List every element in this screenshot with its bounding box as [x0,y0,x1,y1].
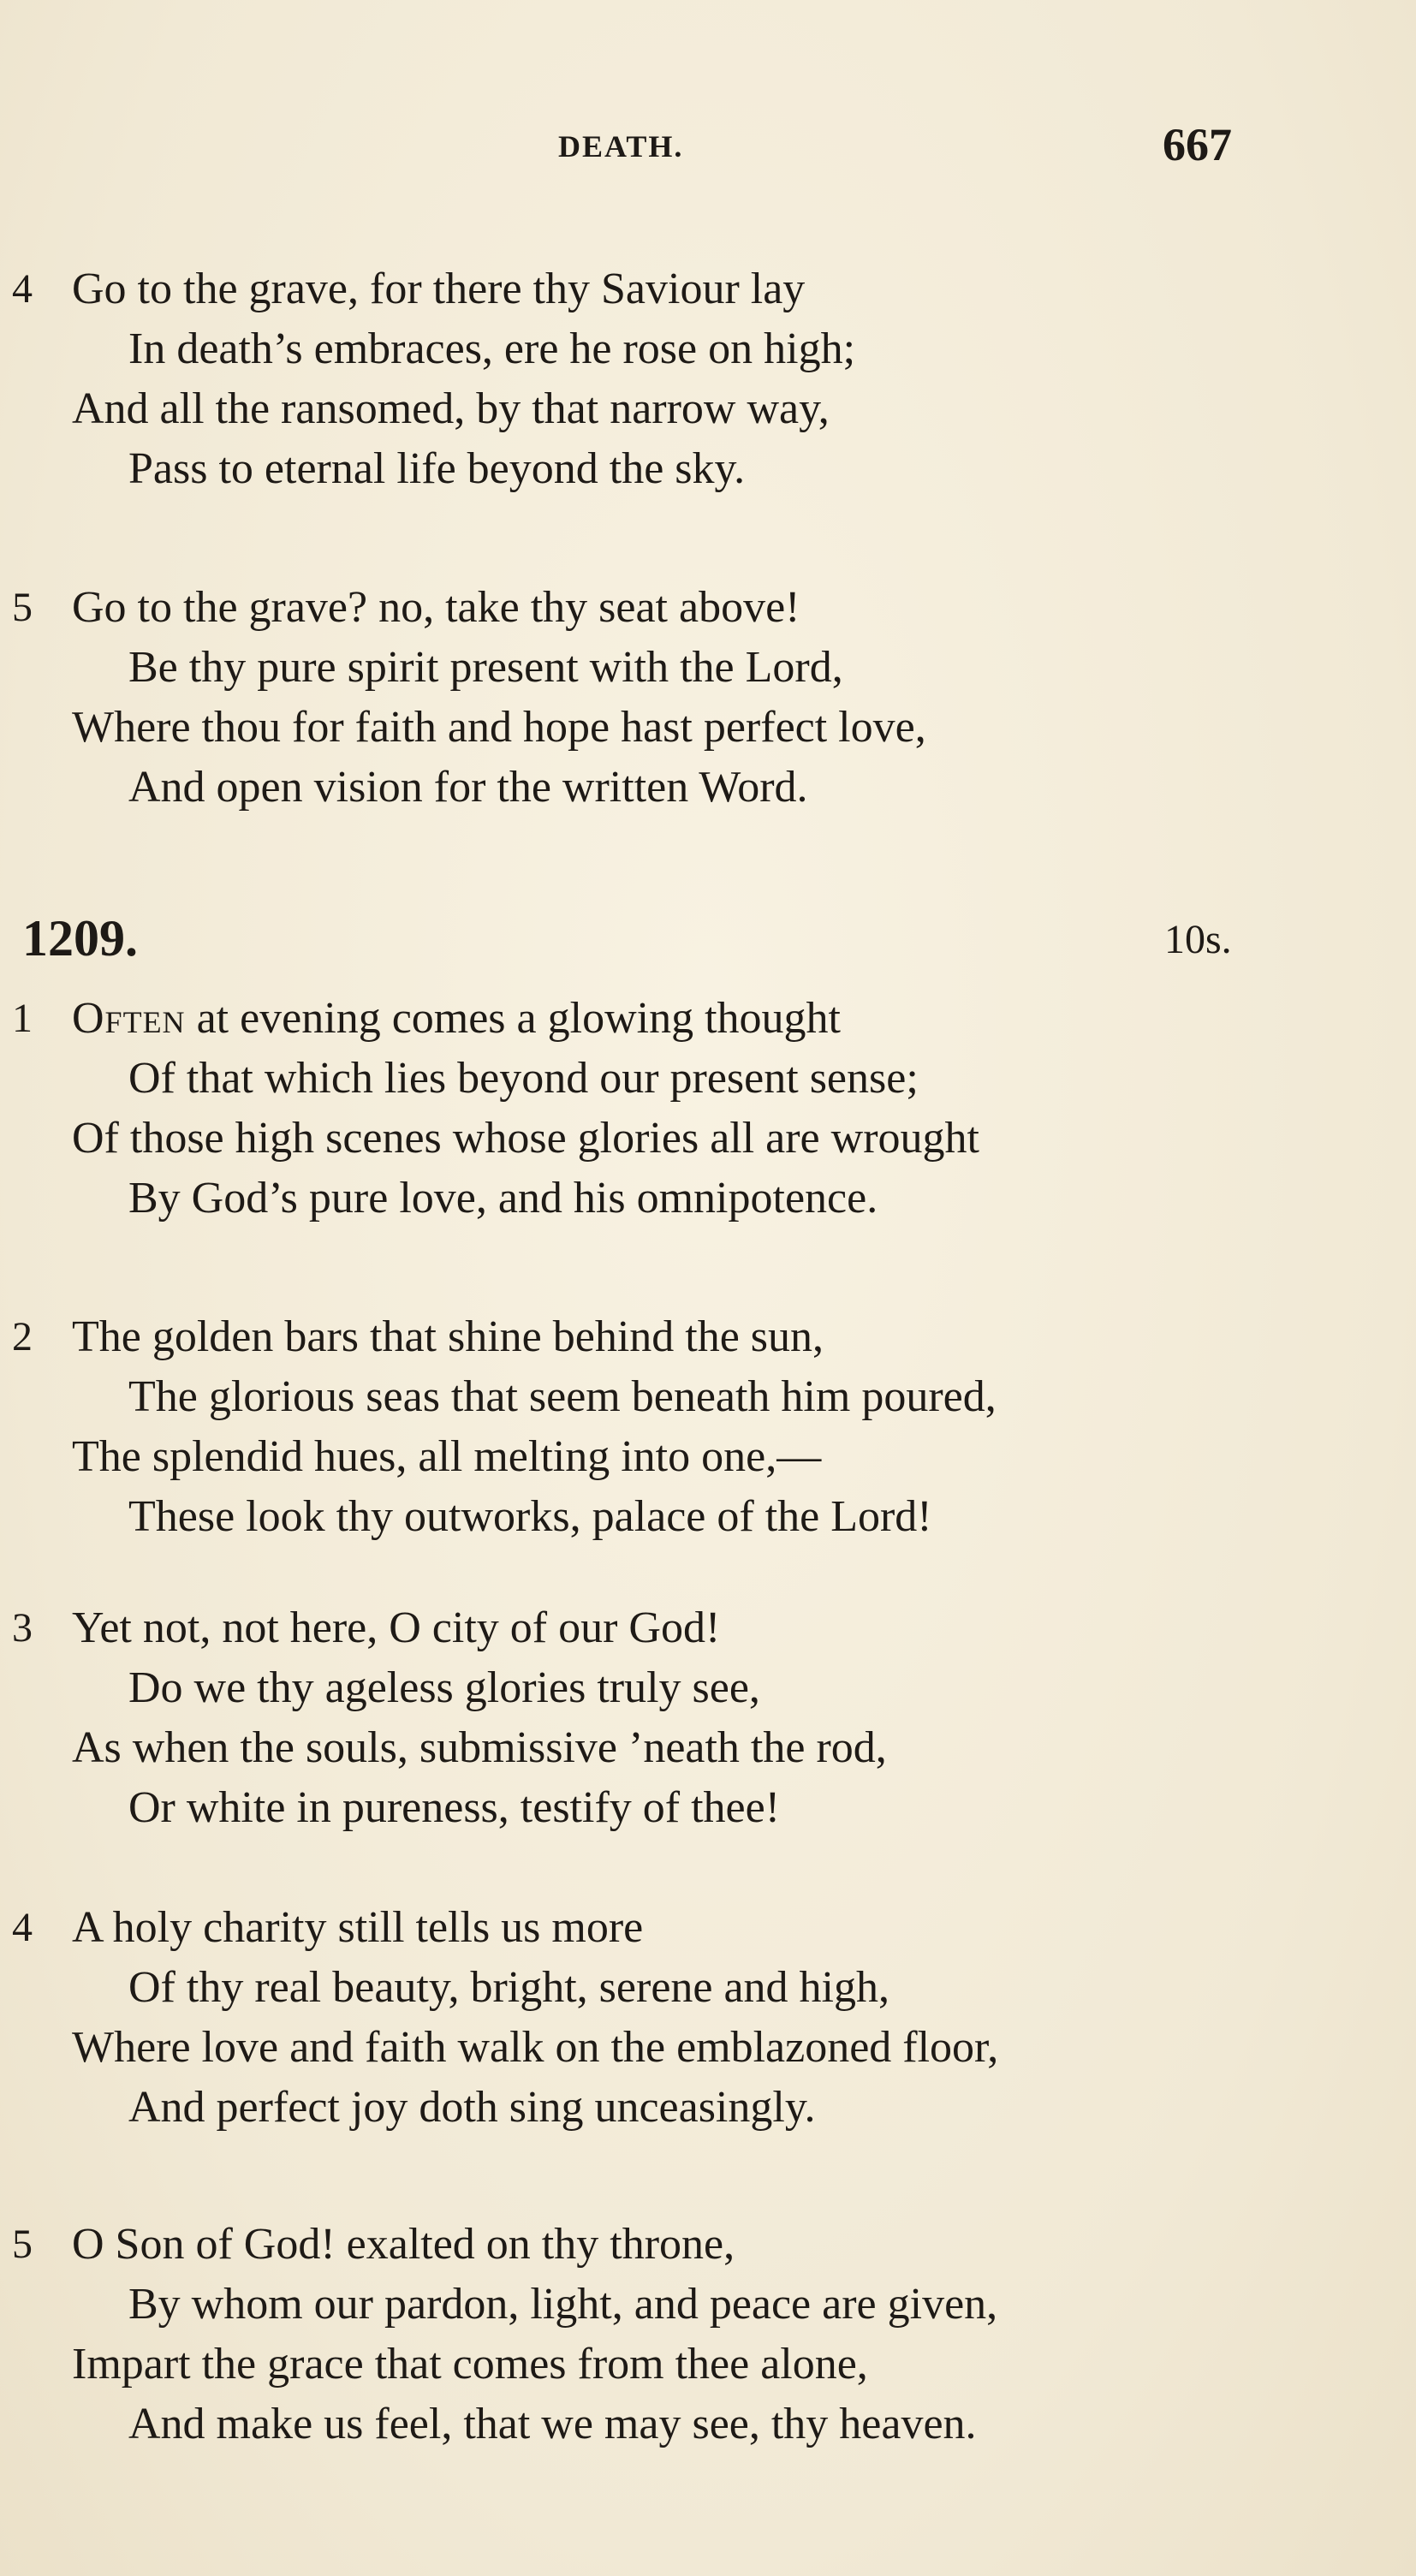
verse-first-line-rest: at evening comes a glowing thought [185,994,841,1043]
page-number: 667 [1163,119,1232,170]
verse-line: O Son of God! exalted on thy throne, [72,2220,735,2269]
verse-line: The glorious seas that seem beneath him poured, [128,1372,997,1421]
verse-line: A holy charity still tells us more [72,1903,644,1952]
verse-line: The golden bars that shine behind the sun, [72,1312,824,1361]
verse-line: By God’s pure love, and his omnipotence. [128,1174,878,1223]
verse-number: 1 [12,996,33,1041]
verse-line: And make us feel, that we may see, thy heaven. [128,2400,977,2448]
verse-line: Go to the grave? no, take thy seat above! [72,583,800,632]
verse-line: And open vision for the written Word. [128,763,808,812]
verse-line: Where thou for faith and hope hast perfect love, [72,703,926,752]
verse-line: Do we thy ageless glories truly see, [128,1663,760,1712]
verse-line: The splendid hues, all melting into one,— [72,1432,822,1481]
verse-number: 5 [12,2222,33,2267]
verse-line: Of that which lies beyond our present sense; [128,1054,919,1103]
verse-line: These look thy outworks, palace of the Lord! [128,1492,932,1541]
hymn-number: 1209. [22,910,138,967]
hymn-meter: 10s. [1164,917,1232,962]
verse-line: Or white in pureness, testify of thee! [128,1783,781,1832]
verse-line: As when the souls, submissive ’neath the rod, [72,1723,887,1772]
verse-line: Impart the grace that comes from thee alone, [72,2340,868,2389]
verse-line: Be thy pure spirit present with the Lord, [128,643,843,692]
verse-line: By whom our pardon, light, and peace are given, [128,2280,998,2329]
verse-number: 5 [12,585,33,630]
verse-line: Yet not, not here, O city of our God! [72,1603,721,1652]
verse-line: Where love and faith walk on the emblazoned floor, [72,2023,999,2072]
running-title: DEATH. [558,129,684,164]
verse-number: 4 [12,1905,33,1950]
verse-line: Of those high scenes whose glories all are wrought [72,1114,979,1163]
verse-line [72,993,841,1044]
verse-line: And perfect joy doth sing unceasingly. [128,2083,816,2132]
verse-line: And all the ransomed, by that narrow way, [72,384,830,433]
verse-line: Go to the grave, for there thy Saviour lay [72,265,806,313]
verse-line: Of thy real beauty, bright, serene and high, [128,1963,890,2012]
verse-number: 3 [12,1605,33,1651]
verse-line: In death’s embraces, ere he rose on high; [128,324,856,373]
verse-number: 4 [12,266,33,312]
running-head [0,118,1416,178]
verse-number: 2 [12,1314,33,1359]
verse-first-word: Often [72,994,186,1043]
hymn-header [0,909,1416,969]
verse-line: Pass to eternal life beyond the sky. [128,444,746,493]
